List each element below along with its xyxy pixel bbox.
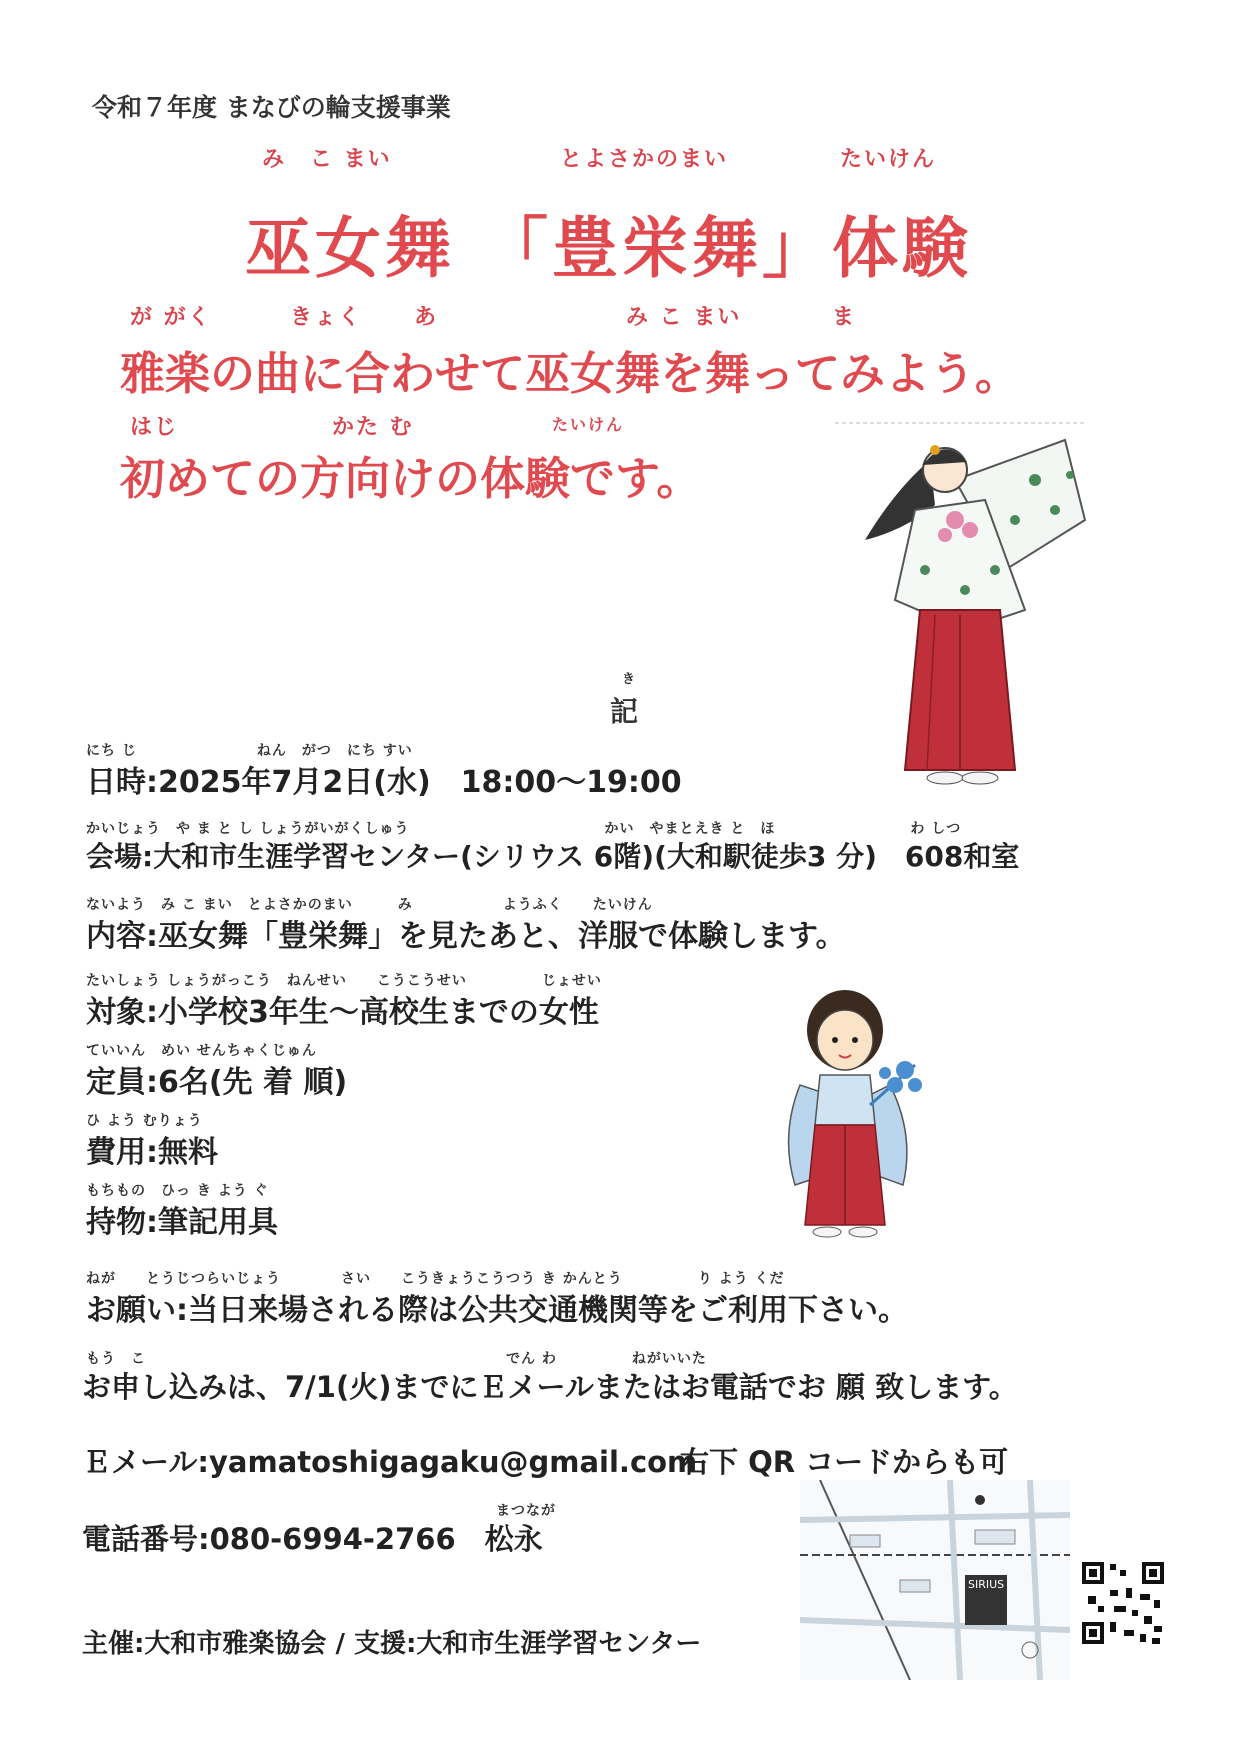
map-image [800, 1480, 1070, 1680]
venue-ruby: かいじょう や ま と し しょうがいがくしゅう かい やまとえき と ほ わ しつ [86, 821, 962, 837]
subtitle-line-2: 初めての方向けの体験です。 [120, 452, 702, 505]
capacity-row: 定員:6名(先 着 順) [86, 1065, 348, 1100]
phone-line[interactable]: 電話番号:080-6994-2766 松永 [82, 1522, 543, 1556]
line1-ruby-5: ま [832, 305, 857, 330]
fee-row: 費用:無料 [86, 1135, 218, 1170]
application-ruby: もう こ でん わ ねがいいた [86, 1351, 707, 1367]
miko-dancer-illustration [835, 420, 1095, 800]
ki-heading: 記 [610, 695, 639, 728]
target-ruby: たいしょう しょうがっこう ねんせい こうこうせい じょせい [86, 973, 602, 989]
datetime-row: 日時:2025年7月2日(水) 18:00～19:00 [86, 765, 682, 800]
phone-ruby: まつなが [496, 1503, 556, 1519]
content-row: 内容:巫女舞「豊栄舞」を見たあと、洋服で体験します。 [86, 919, 846, 954]
venue-row: 会場:大和市生涯学習センター(シリウス 6階)(大和駅徒歩3 分) 608和室 [86, 840, 1020, 873]
page-title: 巫女舞 「豊栄舞」体験 [245, 210, 972, 287]
request-row: お願い:当日来場される際は公共交通機関等をご利用下さい。 [86, 1293, 908, 1328]
email-line[interactable]: Ｅメール:yamatoshigagaku@gmail.com [82, 1445, 698, 1479]
title-ruby-3: たいけん [840, 147, 937, 172]
miko-girl-illustration [775, 985, 935, 1245]
line2-ruby-2: かた む [332, 415, 414, 440]
line2-ruby-1: はじ [130, 415, 179, 440]
program-label: 令和７年度 まなびの輪支援事業 [92, 93, 451, 122]
line1-ruby-1: が がく [130, 305, 212, 330]
footer-organizers: 主催:大和市雅楽協会 / 支援:大和市生涯学習センター [82, 1629, 702, 1659]
line2-ruby-3: たいけん [552, 415, 625, 434]
belongings-ruby: もちもの ひっ き よう ぐ [86, 1183, 269, 1199]
qr-note: 右下 QR コードからも可 [680, 1445, 1009, 1479]
line1-ruby-4: み こ まい [626, 305, 742, 330]
qr-code [1080, 1560, 1166, 1646]
map-sirius-label: SIRIUS [968, 1578, 1005, 1591]
content-ruby: ないよう み こ まい とよさかのまい み ようふく たいけん [86, 897, 653, 913]
title-ruby-1: み こ まい [262, 147, 392, 172]
subtitle-line-1: 雅楽の曲に合わせて巫女舞を舞ってみよう。 [120, 347, 1021, 400]
line1-ruby-2: きょく [290, 305, 363, 330]
fee-ruby: ひ よう むりょう [86, 1113, 203, 1129]
datetime-ruby: にち じ ねん がつ にち すい [86, 743, 413, 759]
capacity-ruby: ていいん めい せんちゃくじゅん [86, 1043, 317, 1059]
line1-ruby-3: あ [414, 305, 439, 330]
application-text: お申し込みは、7/1(火)までにＥメールまたはお電話でお 願 致します。 [82, 1370, 1018, 1404]
ki-ruby: き [622, 672, 636, 687]
target-row: 対象:小学校3年生～高校生までの女性 [86, 995, 599, 1030]
belongings-row: 持物:筆記用具 [86, 1205, 278, 1240]
title-ruby-2: とよさかのまい [560, 147, 729, 172]
request-ruby: ねが とうじつらいじょう さい こうきょうこうつう き かんとう り よう くだ [86, 1271, 785, 1287]
